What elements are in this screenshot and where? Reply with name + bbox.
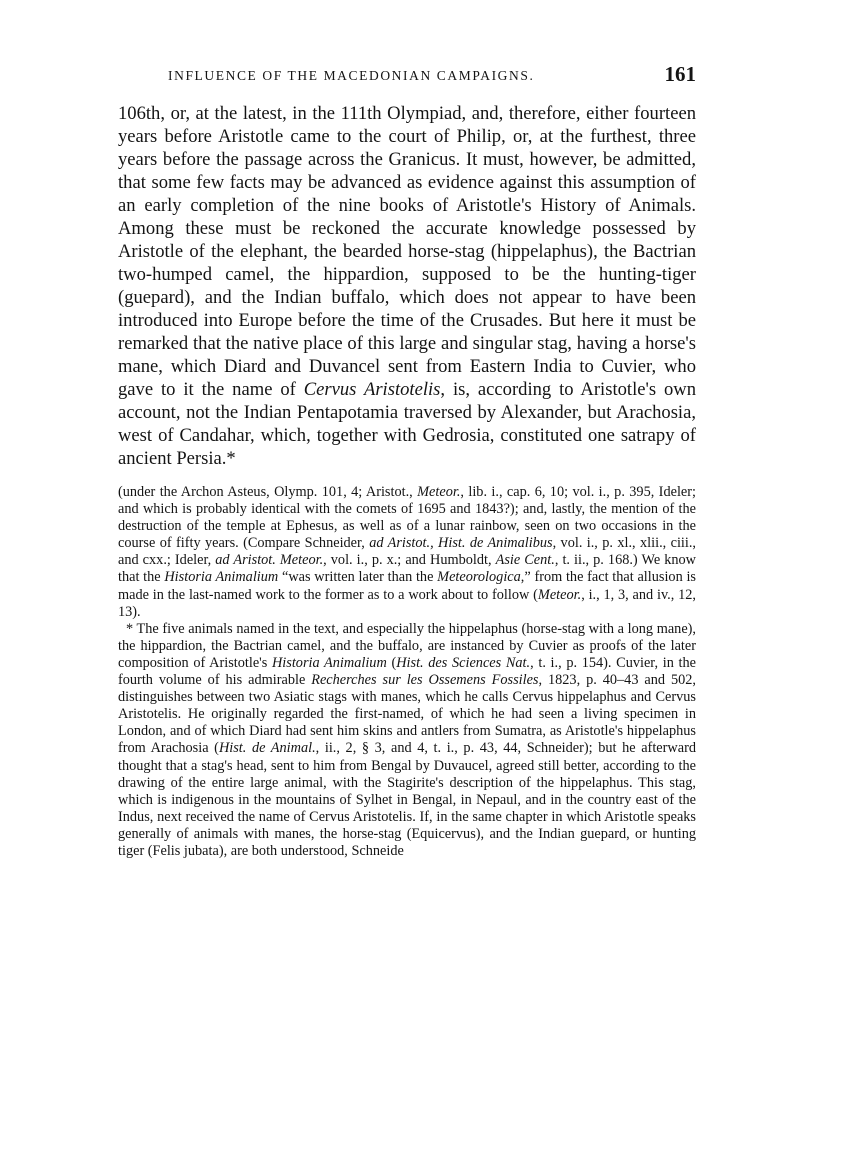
footnote-segment: , i., 1, 3, and iv., 12, 13).: [118, 586, 696, 620]
footnote-italic: Asie Cent.: [495, 552, 555, 569]
main-text-italic: Cervus Aristotelis: [303, 379, 441, 400]
footnote-segment: , t. i., p. 154). Cuvier, in the fourth volume of his admirable: [118, 654, 696, 689]
footnote-segment: ,” from the fact that allusion is made in the last-named work to the former as to a work about to follow (: [118, 569, 696, 603]
main-text-segment: 106th, or, at the latest, in the 111th Olympiad, and, therefore, either fourteen years before Aristotle came to the court of Philip, or, at the furthest, three years before the passage across the Granicus. It must, however, be admitted, that some few facts may be advanced as evidence against this assumption of an early completion of the nine books of Aristotle's History of Animals. Among these must be reckoned the accurate knowledge possessed by Aristotle of the elephant, the bearded horse-stag (hippelaphus), the Bactrian two-humped camel, the hippardion, supposed to be the hunting-tiger (guepard), and the Indian buffalo, which does not appear to have been introduced into Europe before the time of the Crusades. But here it must be remarked that the native place of this large and singular stag, having a horse's mane, which Diard and Duvancel sent from Eastern India to Cuvier, who gave to it the name of: [118, 103, 696, 400]
footnote-italic: Meteor.: [537, 586, 582, 603]
main-text-segment: , is, according to Aristotle's own account, not the Indian Pentapotamia traversed by Alexander, but Arachosia, west of Candahar, which, together with Gedrosia, constituted one satrapy of ancient Persia.*: [118, 379, 697, 469]
footnote-italic: Meteor.: [417, 484, 461, 500]
running-title: INFLUENCE OF THE MACEDONIAN CAMPAIGNS.: [168, 68, 535, 83]
footnote-continued: [118, 484, 696, 621]
footnote-italic: Hist. de Animal.: [218, 740, 316, 757]
footnote-segment: (under the Archon Asteus, Olymp. 101, 4; Aristot.,: [118, 484, 418, 500]
running-head: [118, 62, 696, 92]
footnotes: [118, 484, 696, 860]
footnote-italic: Hist. des Sciences Nat.: [396, 654, 531, 671]
footnote-italic: Historia Animalium: [164, 569, 279, 586]
footnote-star: [118, 621, 696, 860]
main-paragraph: [118, 102, 696, 470]
footnote-italic: Meteorologica: [437, 569, 521, 586]
footnote-segment: , vol. i., p. x.; and Humboldt,: [323, 552, 496, 569]
footnote-segment: “was written later than the: [278, 569, 438, 586]
book-page: [118, 62, 696, 860]
page-number: 161: [664, 62, 696, 86]
footnote-segment: * The five animals named in the text, and especially the hippelaphus (horse-stag with a long mane), the hippardion, the Bactrian camel, and the buffalo, are instanced by Cuvier as proofs of the later composition of Aristotle's: [118, 620, 696, 671]
footnote-italic: ad Aristot., Hist. de Animalibus: [369, 535, 553, 552]
footnote-italic: ad Aristot. Meteor.: [215, 552, 324, 569]
footnote-segment: , vol. i., p. xl., xlii., ciii., and cxx.; Ideler,: [118, 535, 697, 569]
footnote-segment: , ii., 2, § 3, and 4, t. i., p. 43, 44, Schneider); but he afterward thought that a stag's head, sent to him from Bengal by Duvaucel, agreed still better, according to the drawing of the entire large animal, with the Stagirite's description of the hippelaphus. This stag, which is indigenous in the mountains of Sylhet in Bengal, in Nepaul, and in the country east of the Indus, next received the name of Cervus Aristotelis. If, in the same chapter in which Aristotle speaks generally of animals with manes, the horse-stag (Equicervus), and the Indian guepard, or hunting tiger (Felis jubata), are both understood, Schneide: [118, 740, 696, 859]
footnote-segment: , t. ii., p. 168.) We know that the: [118, 552, 696, 586]
footnote-italic: Historia Animalium: [271, 654, 387, 671]
footnote-segment: , lib. i., cap. 6, 10; vol. i., p. 395, Ideler; and which is probably identical with the comets of 1695 and 1843?); and, lastly, the mention of the destruction of the temple at Ephesus, as well as of a lunar rainbow, seen on two occasions in the course of fifty years. (Compare Schneider,: [118, 484, 696, 552]
footnote-segment: (: [386, 654, 397, 671]
footnote-segment: , 1823, p. 40–43 and 502, distinguishes between two Asiatic stags with manes, which he calls Cervus hippelaphus and Cervus Aristotelis. He originally regarded the first-named, of which he had seen a living specimen in London, and of which Diard had sent him skins and antlers from Sumatra, as Aristotle's hippelaphus from Arachosia (: [118, 672, 696, 757]
footnote-italic: Recherches sur les Ossemens Fossiles: [311, 672, 539, 689]
